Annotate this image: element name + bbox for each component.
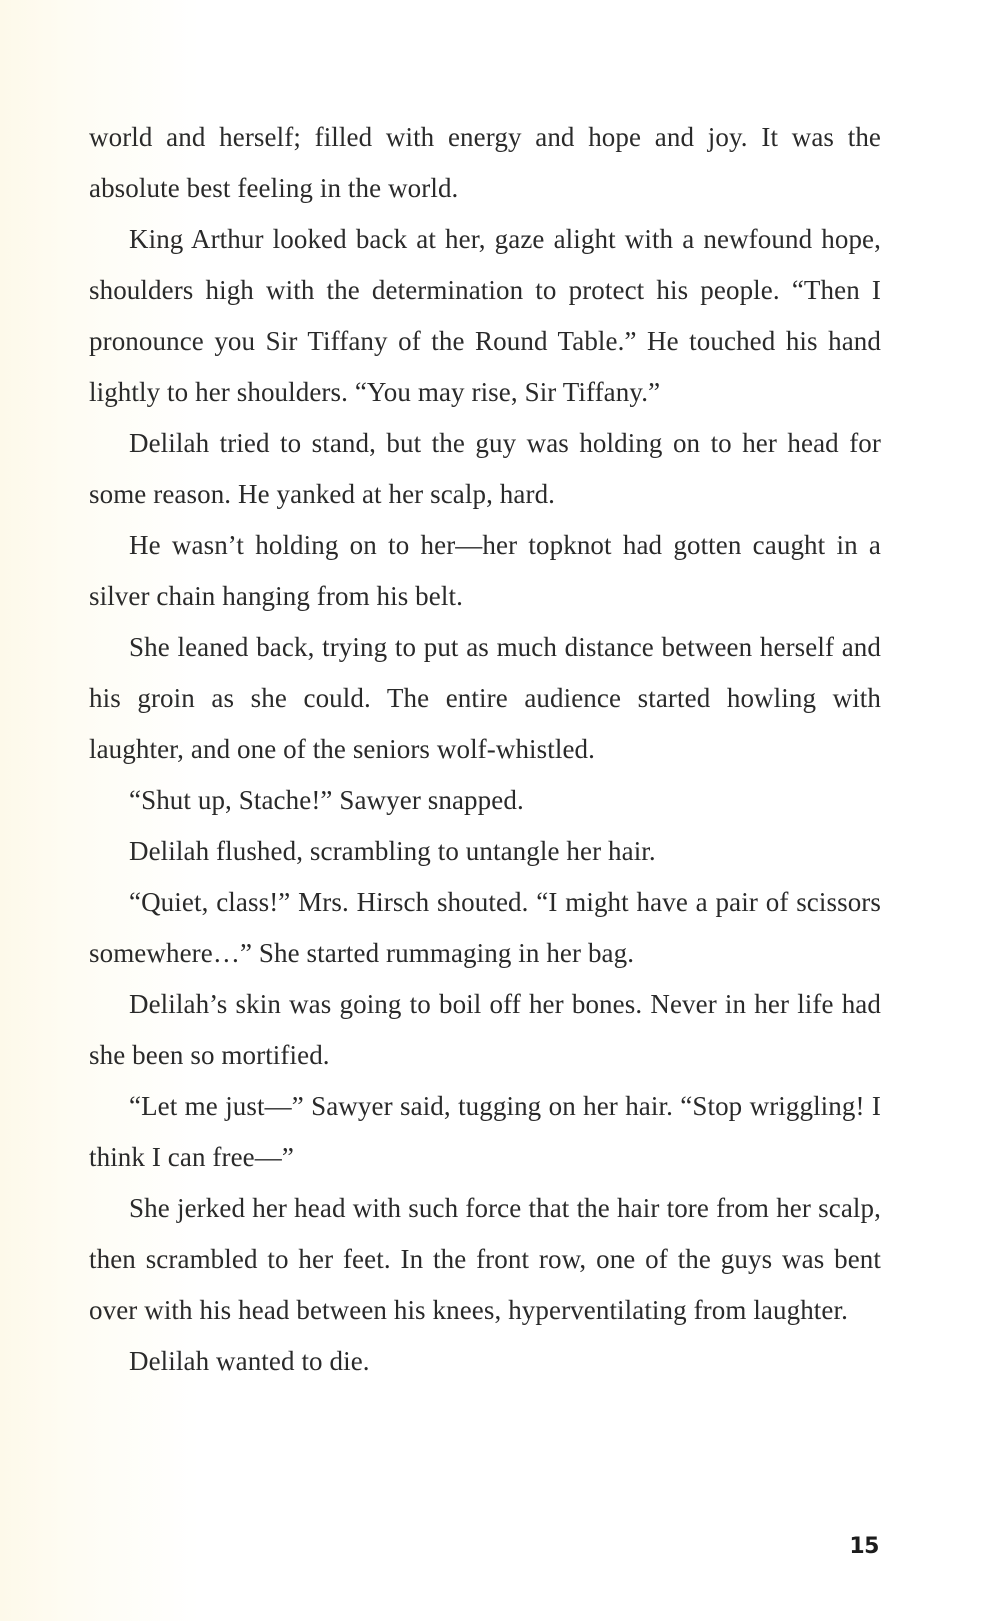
paragraph-11: She jerked her head with such force that the hair tore from her scalp, then scrambled to her feet. In the front row, one of the guys was bent over with his head between his knees, hyperventilating from laughter. <box>89 1193 881 1325</box>
paragraph-8: “Quiet, class!” Mrs. Hirsch shouted. “I might have a pair of scissors somewhere…” She started rummaging in her bag. <box>89 887 881 968</box>
body-text <box>89 112 881 1387</box>
page-number: 15 <box>849 1534 879 1559</box>
paragraph-9: Delilah’s skin was going to boil off her bones. Never in her life had she been so mortified. <box>89 989 881 1070</box>
paragraph-1: world and herself; filled with energy and hope and joy. It was the absolute best feeling in the world. <box>89 122 881 203</box>
paragraph-4: He wasn’t holding on to her—her topknot had gotten caught in a silver chain hanging from his belt. <box>89 530 881 611</box>
paragraph-5: She leaned back, trying to put as much distance between herself and his groin as she could. The entire audience started howling with laughter, and one of the seniors wolf-whistled. <box>89 632 881 764</box>
paragraph-3: Delilah tried to stand, but the guy was holding on to her head for some reason. He yanked at her scalp, hard. <box>89 428 881 509</box>
paragraph-7: Delilah flushed, scrambling to untangle her hair. <box>129 836 656 866</box>
paragraph-2: King Arthur looked back at her, gaze alight with a newfound hope, shoulders high with the determination to protect his people. “Then I pronounce you Sir Tiffany of the Round Table.” He touched his hand lightly to her shoulders. “You may rise, Sir Tiffany.” <box>89 224 881 407</box>
paragraph-6: “Shut up, Stache!” Sawyer snapped. <box>129 785 524 815</box>
paragraph-10: “Let me just—” Sawyer said, tugging on her hair. “Stop wriggling! I think I can free—” <box>89 1091 881 1172</box>
paragraph-12: Delilah wanted to die. <box>129 1346 370 1376</box>
